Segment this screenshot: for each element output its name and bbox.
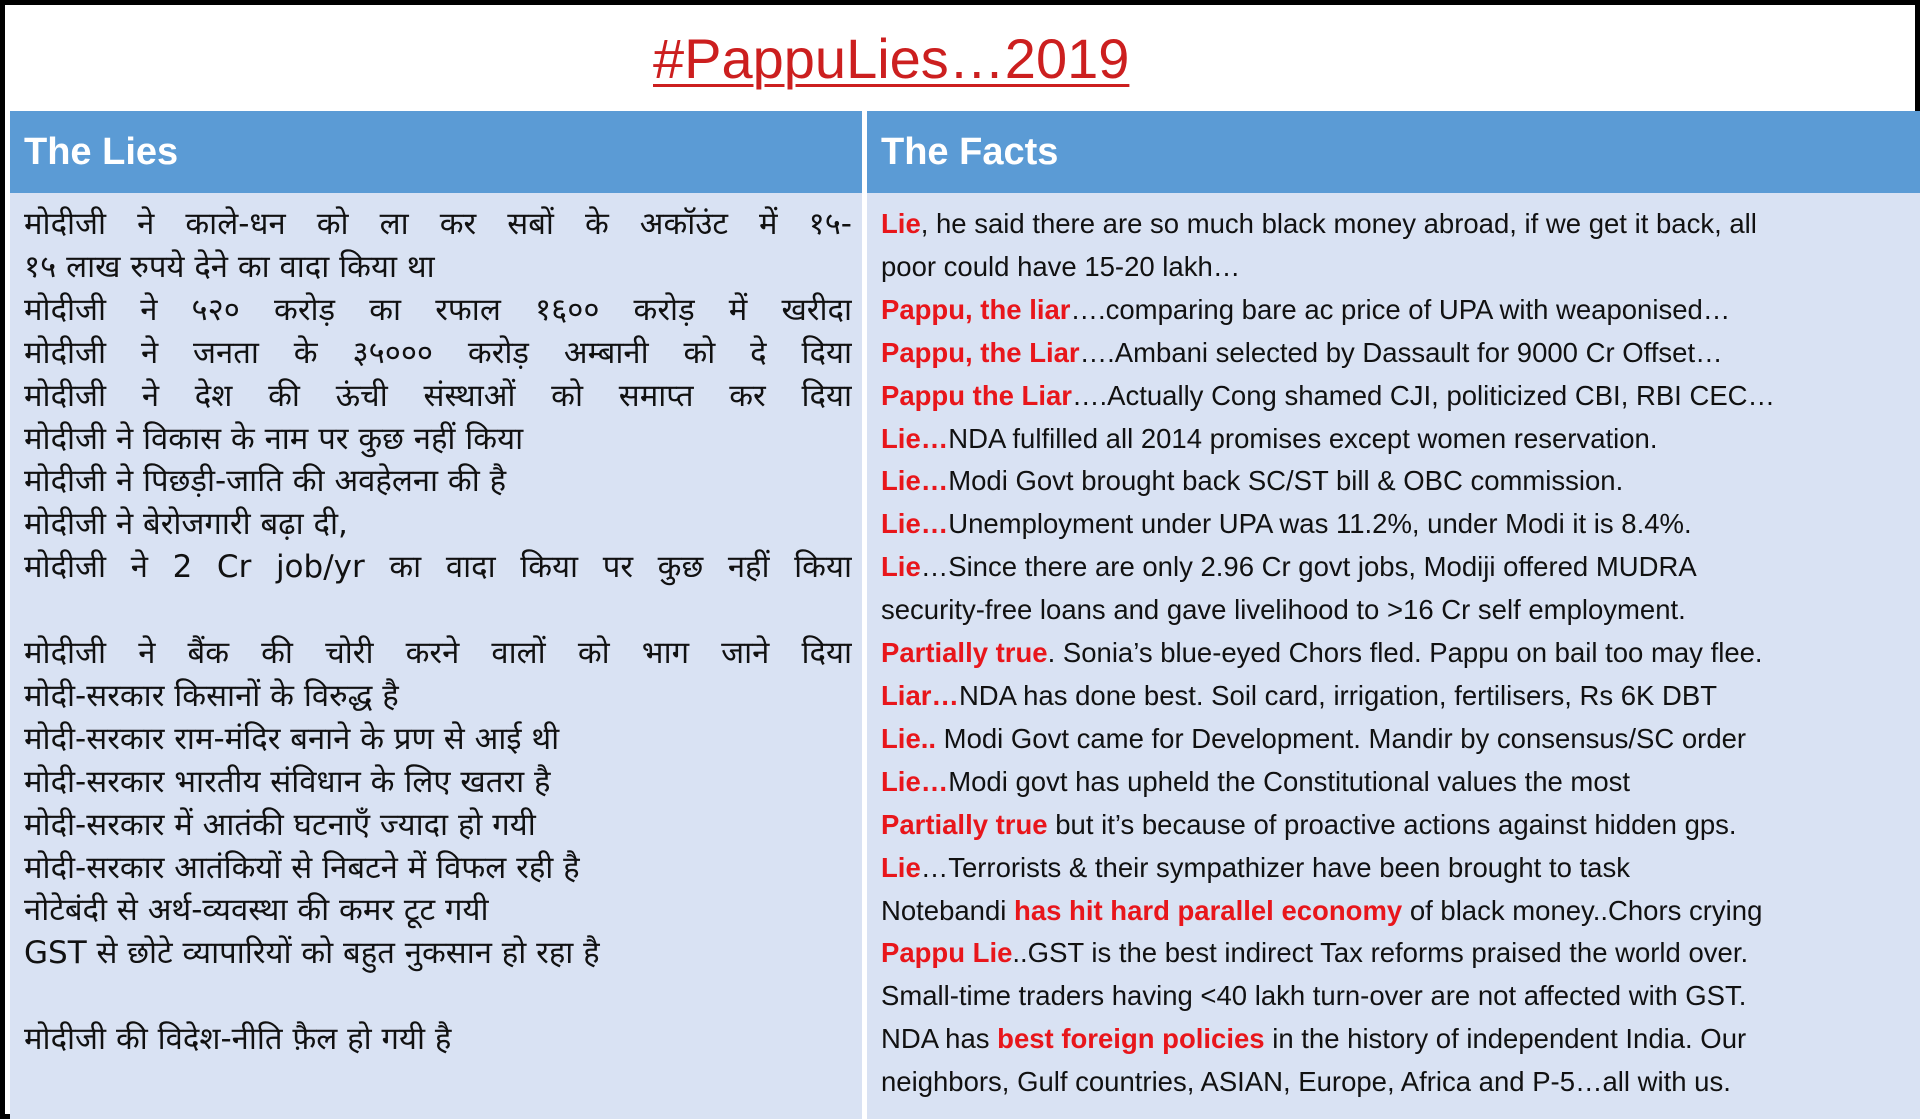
fact-text: but it’s because of proactive actions against hidden gps. [1047,808,1737,840]
fact-verdict: has hit hard parallel economy [1014,894,1403,926]
fact-verdict: Liar… [881,679,959,711]
spacer [24,975,852,1018]
lie-item: मोदी-सरकार में आतंकी घटनाएँ ज्यादा हो गयी [24,806,536,843]
fact-text: Modi govt has upheld the Constitutional values the most [948,765,1631,797]
fact-verdict: Pappu, the liar [881,293,1071,325]
fact-verdict: Lie… [881,465,949,497]
fact-text: neighbors, Gulf countries, ASIAN, Europe, Africa and P-5…all with us. [881,1066,1731,1098]
fact-verdict: Lie.. [881,722,937,754]
header-facts: The Facts [867,111,1920,193]
fact-text: ….comparing bare ac price of UPA with weaponised… [1070,293,1731,325]
lie-item: मोदी-सरकार भारतीय संविधान के लिए खतरा है [24,763,551,800]
lie-item: मोदी-सरकार किसानों के विरुद्ध है [24,677,399,714]
comparison-table [10,111,1920,1119]
fact-verdict: best foreign policies [997,1023,1265,1055]
fact-verdict: Lie [881,551,921,583]
fact-verdict: Lie… [881,422,949,454]
fact-text: , he said there are so much black money abroad, if we get it back, all [920,208,1757,239]
fact-verdict: Lie… [881,765,949,797]
fact-verdict: Partially true [881,637,1048,669]
fact-item [881,460,1914,503]
fact-item [881,589,1914,632]
fact-text: Small-time traders having <40 lakh turn-over are not affected with GST. [881,980,1747,1012]
fact-item [881,1061,1914,1104]
lie-item: मोदीजी ने विकास के नाम पर कुछ नहीं किया [24,420,524,457]
fact-verdict: Pappu Lie [881,937,1013,969]
page-title: #PappuLies…2019 [653,27,1130,90]
fact-text: of black money..Chors crying [1402,894,1763,926]
fact-text: Unemployment under UPA was 11.2%, under Modi it is 8.4%. [948,508,1692,540]
lie-item: १५ लाख रुपये देने का वादा किया था [24,248,435,285]
fact-item [881,975,1914,1018]
fact-verdict: Partially true [881,808,1048,840]
lies-column [10,193,862,1119]
spacer [24,589,852,632]
fact-prefix: NDA has [881,1023,998,1055]
fact-item [881,675,1914,718]
fact-text: in the history of independent India. Our [1264,1023,1747,1055]
fact-item [881,932,1914,975]
fact-item [881,418,1914,461]
header-lies: The Lies [10,111,862,193]
lie-item: मोदी-सरकार राम-मंदिर बनाने के प्रण से आई थी [24,720,560,757]
fact-verdict: Pappu the Liar [881,379,1072,411]
lie-item: GST से छोटे व्यापारियों को बहुत नुकसान हो रहा है [24,935,600,972]
fact-item [881,546,1914,589]
fact-text: poor could have 15-20 lakh… [881,250,1241,282]
fact-item [881,632,1914,675]
fact-verdict: Lie [881,851,921,883]
lie-item: मोदीजी ने पिछड़ी-जाति की अवहेलना की है [24,463,507,500]
fact-item [881,375,1914,418]
fact-text: security-free loans and gave livelihood to >16 Cr self employment. [881,594,1686,626]
fact-prefix: Notebandi [881,894,1015,926]
fact-item [881,332,1914,375]
lie-item: मोदीजी ने काले-धन को ला कर सबों के अकॉउंट में १५- [24,206,852,242]
fact-verdict: Lie… [881,508,949,540]
fact-text: …Terrorists & their sympathizer have been brought to task [920,851,1630,883]
fact-item [881,203,1914,246]
fact-text: Modi Govt came for Development. Mandir by consensus/SC order [936,722,1747,754]
fact-text: NDA fulfilled all 2014 promises except women reservation. [948,422,1658,454]
lie-item: मोदीजी ने जनता के ३५००० करोड़ अम्बानी को दे दिया [24,334,852,371]
fact-verdict: Pappu, the Liar [881,336,1080,368]
fact-item [881,246,1914,289]
fact-text: …Since there are only 2.96 Cr govt jobs, Modiji offered MUDRA [920,551,1697,583]
lie-item: मोदी-सरकार आतंकियों से निबटने में विफल रही है [24,849,580,886]
lie-item: मोदीजी ने बेरोजगारी बढ़ा दी, [24,506,348,543]
fact-item [881,761,1914,804]
lie-item: मोदीजी ने बैंक की चोरी करने वालों को भाग जाने दिया [24,635,852,672]
lie-item: मोदीजी ने ५२० करोड़ का रफाल १६०० करोड़ में खरीदा [24,291,852,328]
fact-verdict: Lie [881,208,921,239]
lie-item: मोदीजी ने 2 Cr job/yr का वादा किया पर कुछ नहीं किया [24,549,852,586]
fact-item [881,718,1914,761]
lie-item: मोदीजी की विदेश-नीति फ़ैल हो गयी है [24,1021,452,1058]
lie-item: नोटेबंदी से अर्थ-व्यवस्था की कमर टूट गयी [24,892,489,929]
fact-text: NDA has done best. Soil card, irrigation, fertilisers, Rs 6K DBT [958,679,1718,711]
fact-text: ..GST is the best indirect Tax reforms praised the world over. [1012,937,1749,969]
fact-item [881,804,1914,847]
fact-item [881,1018,1914,1061]
fact-item [881,890,1914,933]
fact-item [881,847,1914,890]
lie-item: मोदीजी ने देश की ऊंची संस्थाओं को समाप्त कर दिया [24,377,852,414]
fact-text: Modi Govt brought back SC/ST bill & OBC commission. [948,465,1624,497]
facts-column [867,193,1920,1119]
fact-item [881,289,1914,332]
fact-item [881,503,1914,546]
fact-text: ….Actually Cong shamed CJI, politicized CBI, RBI CEC… [1072,379,1776,411]
fact-text: ….Ambani selected by Dassault for 9000 Cr Offset… [1079,336,1723,368]
fact-text: . Sonia’s blue-eyed Chors fled. Pappu on bail too may flee. [1047,637,1763,669]
